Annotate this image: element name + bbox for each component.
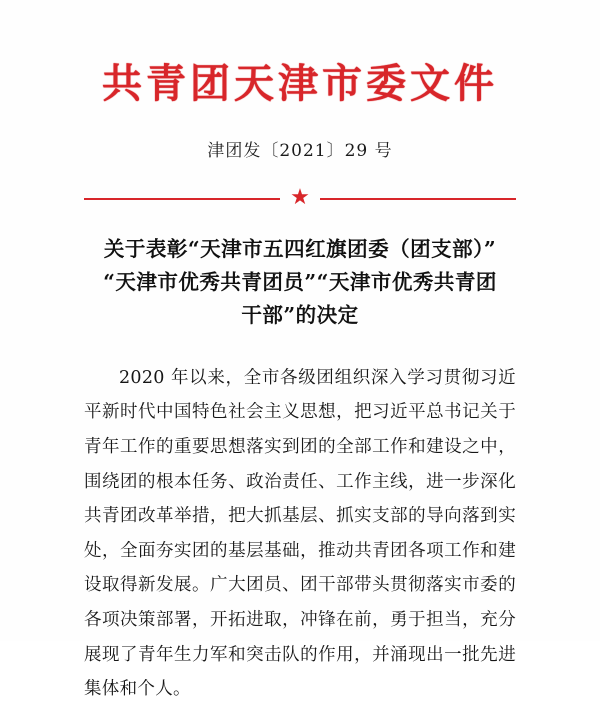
divider-line-right — [320, 198, 516, 200]
divider-line-left — [84, 198, 280, 200]
body-paragraph: 2020 年以来，全市各级团组织深入学习贯彻习近平新时代中国特色社会主义思想，把习近平总书记关于青年工作的重要思想落实到团的全部工作和建设之中，围绕团的根本任务、政治责任、工作主线，进一步深化共青团改革举措，把大抓基层、抓实支部的导向落到实处，全面夯实团的基层基础，推动共青团各项工作和建设取得新发展。广大团员、团干部带头贯彻落实市委的各项决策部署，开拓进取，冲锋在前，勇于担当，充分展现了青年生力军和突击队的作用，并涌现出一批先进集体和个人。 — [84, 367, 516, 700]
title-line-1: 关于表彰“天津市五四红旗团委（团支部）” — [103, 237, 497, 261]
title-line-3: 干部”的决定 — [241, 303, 359, 328]
document-masthead: 共青团天津市委文件 — [102, 60, 498, 107]
document-title — [90, 233, 510, 333]
document-body — [84, 361, 516, 707]
red-divider — [84, 187, 516, 209]
document-number: 津团发〔2021〕29 号 — [207, 141, 393, 161]
title-line-2: “天津市优秀共青团员”“天津市优秀共青团 — [103, 270, 497, 295]
red-star-icon: ★ — [290, 185, 310, 210]
